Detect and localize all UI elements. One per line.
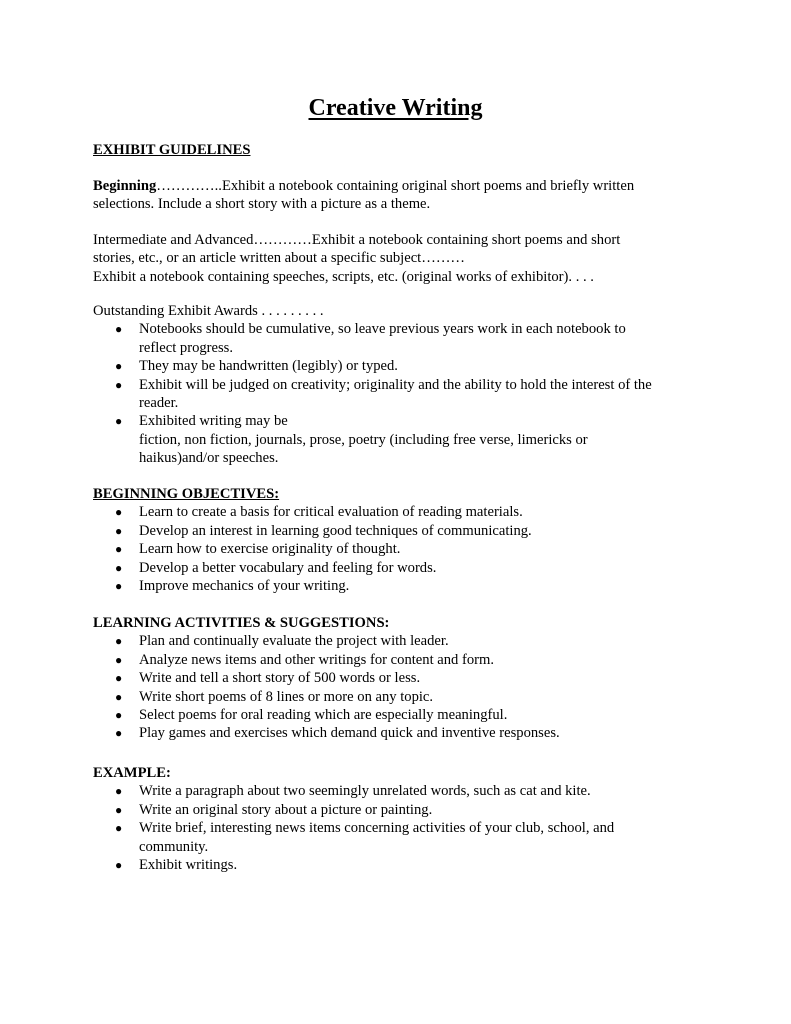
bullet-icon: ● — [115, 802, 123, 817]
list-item — [93, 651, 693, 669]
bullet-icon: ● — [115, 579, 123, 594]
bullet-icon: ● — [115, 858, 123, 873]
list-item-text: Exhibit writings. — [139, 857, 238, 874]
bullet-icon: ● — [115, 523, 123, 538]
bullet-icon: ● — [115, 542, 123, 557]
example-heading: EXAMPLE: — [93, 765, 171, 781]
list-item — [93, 706, 693, 724]
list-item — [93, 559, 693, 577]
list-item — [93, 522, 693, 540]
list-item — [93, 577, 693, 595]
list-item-text: reader. — [139, 395, 179, 412]
list-item-text: Write and tell a short story of 500 words or less. — [139, 670, 421, 687]
list-item — [93, 801, 693, 819]
list-item-text: Learn how to exercise originality of thought. — [139, 541, 401, 558]
list-item-text: Develop a better vocabulary and feeling for words. — [139, 559, 437, 576]
intermediate-line-1: Intermediate and Advanced…………Exhibit a notebook containing short poems and short — [93, 232, 621, 248]
awards-list — [93, 320, 693, 467]
beginning-paragraph — [93, 177, 693, 214]
bullet-icon: ● — [115, 414, 123, 429]
list-item-text: haikus)and/or speeches. — [139, 450, 279, 467]
bullet-icon: ● — [115, 689, 123, 704]
list-item — [93, 669, 693, 687]
list-item — [93, 782, 693, 800]
bullet-icon: ● — [115, 784, 123, 799]
list-item-text: Exhibit will be judged on creativity; originality and the ability to hold the interest of the — [139, 376, 652, 393]
list-item-text: Write short poems of 8 lines or more on any topic. — [139, 688, 434, 705]
list-item-text: Develop an interest in learning good techniques of communicating. — [139, 522, 532, 539]
bullet-icon: ● — [115, 671, 123, 686]
list-item — [93, 412, 693, 467]
list-item — [93, 540, 693, 558]
learning-activities-heading: LEARNING ACTIVITIES & SUGGESTIONS: — [93, 615, 390, 631]
bullet-icon: ● — [115, 560, 123, 575]
list-item-text: Write an original story about a picture or painting. — [139, 801, 433, 818]
list-item-text: Write a paragraph about two seemingly unrelated words, such as cat and kite. — [139, 783, 591, 800]
bullet-icon: ● — [115, 726, 123, 741]
activities-list — [93, 632, 693, 742]
list-item-text: Notebooks should be cumulative, so leave previous years work in each notebook to — [139, 321, 626, 338]
example-list — [93, 782, 693, 874]
example-section — [93, 764, 693, 874]
bullet-icon: ● — [115, 708, 123, 723]
list-item — [93, 688, 693, 706]
beginning-text-1: …………..Exhibit a notebook containing original short poems and briefly written — [156, 178, 635, 194]
list-item — [93, 819, 693, 856]
bullet-icon: ● — [115, 505, 123, 520]
beginning-objectives-section — [93, 485, 693, 595]
list-item — [93, 724, 693, 742]
bullet-icon: ● — [115, 377, 123, 392]
exhibit-guidelines-heading: EXHIBIT GUIDELINES — [93, 142, 251, 158]
awards-section — [93, 302, 693, 468]
list-item — [93, 503, 693, 521]
list-item — [93, 357, 693, 375]
list-item — [93, 856, 693, 874]
list-item-text: Exhibited writing may be — [139, 413, 288, 430]
list-item-text: Play games and exercises which demand quick and inventive responses. — [139, 725, 560, 742]
list-item — [93, 320, 693, 357]
beginning-objectives-heading: BEGINNING OBJECTIVES: — [93, 486, 280, 502]
learning-activities-section — [93, 614, 693, 743]
page-title: Creative Writing — [308, 95, 483, 121]
bullet-icon: ● — [115, 652, 123, 667]
bullet-icon: ● — [115, 821, 123, 836]
bullet-icon: ● — [115, 359, 123, 374]
bullet-icon: ● — [115, 322, 123, 337]
list-item-text: Analyze news items and other writings for content and form. — [139, 651, 495, 668]
list-item-text: They may be handwritten (legibly) or typed. — [139, 358, 398, 375]
awards-heading: Outstanding Exhibit Awards . . . . . . . . . — [93, 303, 324, 319]
beginning-line-1 — [93, 177, 693, 195]
intermediate-line-2: stories, etc., or an article written about a specific subject……… — [93, 250, 466, 267]
beginning-line-2: selections. Include a short story with a picture as a theme. — [93, 196, 431, 213]
list-item-text: reflect progress. — [139, 339, 234, 356]
objectives-list — [93, 503, 693, 595]
list-item — [93, 632, 693, 650]
list-item-text: Select poems for oral reading which are especially meaningful. — [139, 707, 508, 724]
list-item — [93, 376, 693, 413]
list-item-text: Plan and continually evaluate the project with leader. — [139, 633, 449, 650]
intermediate-line-3: Exhibit a notebook containing speeches, scripts, etc. (original works of exhibitor). . . . — [93, 268, 594, 285]
exhibit-guidelines-section — [93, 141, 693, 159]
beginning-label: Beginning — [93, 178, 157, 194]
list-item-text: fiction, non fiction, journals, prose, poetry (including free verse, limericks or — [139, 431, 588, 448]
list-item-text: Learn to create a basis for critical evaluation of reading materials. — [139, 504, 523, 521]
list-item-text: Write brief, interesting news items concerning activities of your club, school, and — [139, 820, 615, 837]
bullet-icon: ● — [115, 634, 123, 649]
intermediate-paragraph — [93, 231, 693, 286]
list-item-text: Improve mechanics of your writing. — [139, 578, 350, 595]
list-item-text: community. — [139, 838, 209, 855]
